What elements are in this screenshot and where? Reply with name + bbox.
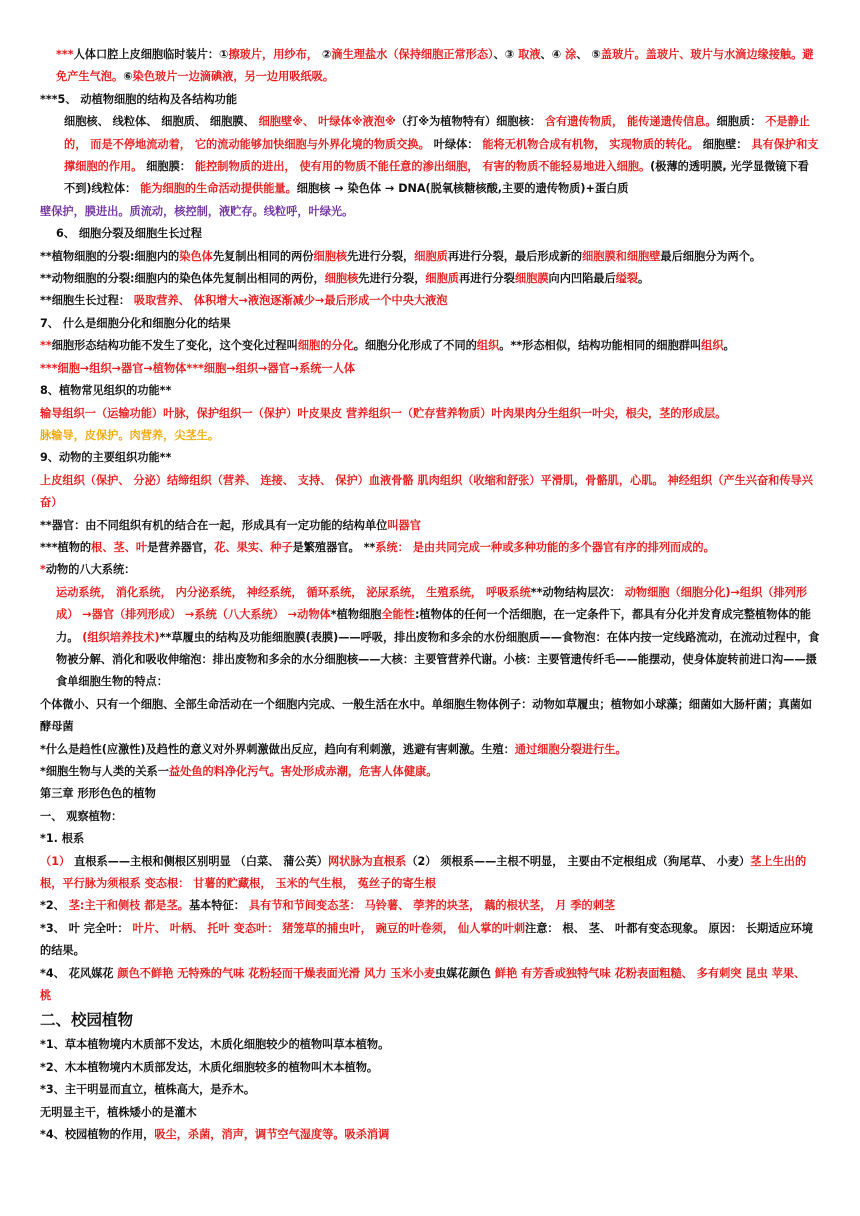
text-run: 细胞壁※、 叶绿体※液泡※ <box>258 115 396 129</box>
text-run: 叫器官 <box>387 518 421 532</box>
text-run: 细胞形态结构功能不发生了变化，这个变化过程叫 <box>51 339 298 353</box>
text-run: 脉输导，皮保护。肉营养，尖茎生。 <box>40 428 220 442</box>
text-run: 再进行分裂 <box>458 272 515 286</box>
text-run: 9、动物的主要组织功能** <box>40 451 172 465</box>
paragraph <box>40 828 820 850</box>
text-run: 涂 <box>565 48 577 61</box>
text-run: (组织培养技术) <box>82 630 160 644</box>
paragraph <box>40 470 820 515</box>
text-run: 茎上生出的根，平行脉为须根系 变态根： 甘薯的贮藏根， 玉米的气生根， 菟丝子的寄生根 <box>40 854 807 891</box>
paragraph <box>40 895 820 917</box>
text-run: 具有节和节间变态茎： 马铃薯、 荸荠的块茎， 藕的根状茎， 月 季的刺茎 <box>248 899 616 913</box>
text-run: 能控制物质的进出， 使有用的物质不能任意的渗出细胞， 有害的物质不能轻易地进入细胞。 <box>194 160 651 174</box>
text-run: *3、 叶 完全叶： <box>40 921 133 935</box>
text-run: 细胞膜和细胞壁 <box>582 249 661 263</box>
text-run: 一、 观察植物： <box>40 809 123 823</box>
text-run: 吸尘，杀菌，消声，调节空气湿度等。吸杀消调 <box>154 1128 390 1142</box>
text-run: 滴生理盐水（保持细胞正常形态） <box>331 48 494 61</box>
text-run: 细胞膜 <box>514 272 549 286</box>
text-run: **动物细胞的分裂:细胞内的染色体先复制出相同的两份， <box>40 272 325 286</box>
text-run: 是营养器官， <box>147 540 215 554</box>
text-run: 6、 细胞分裂及细胞生长过程 <box>56 227 202 241</box>
paragraph <box>40 851 820 896</box>
paragraph <box>40 268 820 290</box>
text-run: 上皮组织（保护、 分泌）结缔组织（营养、 连接、 支持、 保护）血液骨骼 肌肉组织（收缩和舒张）平滑肌，骨骼肌，心肌。 神经组织（产生兴奋和传导兴奋） <box>40 473 813 510</box>
text-run: （打※为植物特有）细胞核： <box>395 115 545 129</box>
text-run: ***植物的 <box>40 540 92 554</box>
paragraph <box>40 761 820 783</box>
text-run: 动物的八大系统： <box>45 563 136 577</box>
text-run: 通过细胞分裂进行生。 <box>514 742 627 756</box>
text-run: 、 ⑤ <box>576 48 601 61</box>
text-run: *1. 根系 <box>40 832 85 846</box>
text-run: 含有遗传物质， 能传递遗传信息。 <box>544 115 717 129</box>
text-run: **动物结构层次： <box>530 585 625 599</box>
paragraph <box>40 739 820 761</box>
text-run: 根、茎、叶 <box>91 540 148 554</box>
text-run: 先进行分裂， <box>358 272 426 286</box>
paragraph <box>40 447 820 469</box>
text-run: 不是静止的， 而是不停地流动着， 它的流动能够加快细胞与外界化境的物质交换。 <box>64 115 810 151</box>
text-run: （1） <box>40 854 71 868</box>
section-heading <box>40 1008 820 1032</box>
text-run: 具有保护和支撑细胞的作用。 <box>64 137 819 174</box>
text-run: 、③ <box>493 48 519 61</box>
paragraph <box>40 537 820 559</box>
text-run: 直根系——主根和侧根区别明显 （白菜、 蒲公英） <box>70 854 328 868</box>
text-run: ***5、 动植物细胞的结构及各结构功能 <box>40 92 238 106</box>
text-run: 益处鱼的料净化污气。害处形成赤潮，危害人体健康。 <box>168 765 438 778</box>
paragraph <box>40 290 820 312</box>
text-run: 茎:主干和侧枝 都是茎。 <box>68 899 189 913</box>
text-run: 组织 <box>476 339 500 353</box>
text-run: *4、 花风媒花 <box>40 966 118 980</box>
paragraph <box>40 1102 820 1124</box>
text-run: 输导组织一（运输功能）叶脉，保护组织一（保护）叶皮果皮 营养组织一（贮存营养物质）叶肉果肉分生组织一叶尖，根尖，茎的形成层。 <box>40 406 727 420</box>
text-run: (极薄的透明膜, 光学显微镜下看不到)线粒体： <box>64 160 809 196</box>
text-run: 能为细胞的生命活动提供能量。 <box>140 182 297 196</box>
paragraph <box>40 694 820 739</box>
text-run: *细胞生物与人类的关系一 <box>40 765 169 778</box>
text-run: 吸取营养、 体积增大→液泡逐渐减少→最后形成一个中央大液泡 <box>133 294 448 308</box>
text-run: 壁保护，膜进出。质流动，核控制，液贮存。线粒呼，叶绿光。 <box>40 204 354 218</box>
paragraph <box>40 403 820 425</box>
text-run: *2、木本植物境内木质部发达，木质化细胞较多的植物叫木本植物。 <box>40 1060 379 1074</box>
paragraph <box>40 111 820 201</box>
text-run: 。 <box>723 339 735 353</box>
paragraph <box>40 358 820 380</box>
text-run: 染色玻片一边滴碘液，另一边用吸纸吸。 <box>132 70 335 84</box>
text-run: 8、植物常见组织的功能** <box>40 384 172 398</box>
text-run: **草履虫的结构及功能细胞膜(表膜)——呼吸，排出废物和多余的水份细胞质——食物泡：在体内按一定线路流动，在流动过程中，食物被分解、消化和吸收伸缩泡：排出废物和多余的水分细胞核——大核：主要管营养代谢。小核：主要管遗传纤毛——能摆动，使身体旋转前进口沟——摄食单细胞生物的特点： <box>56 630 820 689</box>
text-run: 细胞质 <box>414 249 448 263</box>
text-run: 网状脉为直根系 <box>327 854 407 868</box>
text-run: *植物细胞 <box>330 608 382 622</box>
paragraph <box>40 559 820 581</box>
text-run: 再进行分裂，最后形成新的 <box>447 249 583 263</box>
text-run: 取液 <box>518 48 541 61</box>
paragraph <box>40 313 820 335</box>
paragraph <box>40 223 820 245</box>
text-run: ** <box>40 339 52 353</box>
text-run: 人体口腔上皮细胞临时装片：① <box>73 48 229 61</box>
text-run: 先进行分裂， <box>347 249 415 263</box>
text-run: * <box>40 563 46 577</box>
text-run: 细胞膜： <box>142 160 195 174</box>
text-run: **植物细胞的分裂:细胞内的 <box>40 249 180 263</box>
text-run: ***细胞→组织→器官→植物体***细胞→组织→器官→系统一人体 <box>40 361 356 375</box>
paragraph <box>40 201 820 223</box>
text-run: （2） 须根系——主根不明显， 主要由不定根组成（狗尾草、 小麦） <box>406 854 751 868</box>
text-run: 二、校园植物 <box>40 1011 134 1030</box>
text-run: ⑥ <box>123 70 133 84</box>
text-run: 细胞核 → 染色体 → DNA(脱氧核糖核酸,主要的遗传物质)+蛋白质 <box>296 182 629 196</box>
paragraph <box>40 425 820 447</box>
text-run: :植物体的任何一个活细胞，在一定条件下，都具有分化并发育成完整植物体的能力。 <box>56 608 811 644</box>
text-run: 系统： 是由共同完成一种或多种功能的多个器官有序的排列而成的。 <box>375 540 715 554</box>
text-run: 擦玻片，用纱布， <box>228 48 318 61</box>
paragraph <box>40 246 820 268</box>
text-run: ② <box>318 48 332 61</box>
paragraph <box>40 783 820 805</box>
text-run: *** <box>56 48 74 61</box>
text-run: 细胞质 <box>425 272 459 286</box>
paragraph <box>40 963 820 1008</box>
paragraph <box>40 1124 820 1146</box>
text-run: *1、草本植物境内木质部不发达，木质化细胞较少的植物叫草本植物。 <box>40 1038 390 1052</box>
text-run: *3、主干明显而直立，植株高大，是乔木。 <box>40 1083 256 1097</box>
text-run: 全能性 <box>381 608 415 622</box>
text-run: 运动系统， 消化系统， 内分泌系统， 神经系统， 循环系统， 泌尿系统， 生殖系统， 呼吸系统 <box>56 585 531 599</box>
text-run: 能将无机物合成有机物， 实现物质的转化。 <box>482 137 699 151</box>
text-run: 细胞的分化 <box>297 339 354 353</box>
text-run: 、④ <box>540 48 566 61</box>
text-run: 基本特征： <box>188 899 249 913</box>
text-run: 无明显主干，植株矮小的是灌木 <box>40 1105 197 1119</box>
text-run: 细胞质： <box>716 115 766 129</box>
text-run: 7、 什么是细胞分化和细胞分化的结果 <box>40 316 231 330</box>
text-run: **器官：由不同组织有机的结合在一起，形成具有一定功能的结构单位 <box>40 518 388 532</box>
paragraph <box>40 380 820 402</box>
paragraph <box>40 515 820 537</box>
paragraph <box>40 806 820 828</box>
paragraph <box>40 1079 820 1101</box>
text-run: 第三章 形形色色的植物 <box>40 787 156 801</box>
paragraph <box>40 1057 820 1079</box>
text-run: **细胞生长过程： <box>40 294 134 308</box>
paragraph <box>40 582 820 694</box>
text-run: 叶片、 叶柄、 托叶 变态叶： 猪笼草的捕虫叶， 豌豆的叶卷须， 仙人掌的叶刺 <box>132 921 526 935</box>
paragraph <box>40 335 820 357</box>
text-run: 叶绿体： <box>429 137 483 151</box>
text-run: 。 <box>638 272 650 286</box>
paragraph <box>40 89 820 111</box>
text-run: 细胞核 <box>313 249 348 263</box>
text-run: *2、 <box>40 899 69 913</box>
text-run: 细胞核、 线粒体、 细胞质、 细胞膜、 <box>64 115 259 129</box>
text-run: 花、果实、种子 <box>214 540 293 554</box>
text-run: 颜色不鲜艳 无特殊的气味 花粉轻而干燥表面光滑 风力 玉米小麦 <box>117 966 436 980</box>
text-run: 。细胞分化形成了不同的 <box>353 339 477 353</box>
text-run: 缢裂 <box>615 272 639 286</box>
text-run: *4、校园植物的作用， <box>40 1128 155 1142</box>
paragraph <box>40 44 820 89</box>
text-run: 细胞壁： <box>698 137 752 151</box>
text-run: 组织 <box>701 339 724 353</box>
paragraph <box>40 1034 820 1056</box>
text-run: 。**形态相似，结构功能相同的细胞群叫 <box>499 339 702 353</box>
text-run: 动物细胞（细胞分化)→组织（排列形成） →器官（排列形成） →系统（八大系统） →动物体 <box>56 585 808 622</box>
text-run: 虫媒花颜色 <box>435 966 495 980</box>
text-run: 个体微小、只有一个细胞、全部生命活动在一个细胞内完成、一般生活在水中。单细胞生物体例子：动物如草履虫；植物如小球藻；细菌如大肠杆菌；真菌如酵母菌 <box>40 697 812 734</box>
text-run: 鲜艳 有芳香或独特气味 花粉表面粗糙、 多有刺突 昆虫 苹果、 桃 <box>40 966 806 1003</box>
text-run: 注意： 根、 茎、 叶都有变态现象。 原因： 长期适应环境的结果。 <box>40 921 813 958</box>
text-run: 细胞核 <box>324 272 359 286</box>
text-run: 染色体 <box>179 249 213 263</box>
paragraph <box>40 918 820 963</box>
text-run: 向内凹陷最后 <box>548 272 616 286</box>
text-run: *什么是趋性(应激性)及趋性的意义对外界刺激做出反应，趋向有利刺激，逃避有害刺激。生殖： <box>40 742 515 756</box>
text-run: 盖玻片。盖玻片、玻片与水滴边缘接触。避免产生气泡。 <box>56 48 814 84</box>
text-run: 是繁殖器官。 ** <box>292 540 376 554</box>
text-run: 最后细胞分为两个。 <box>660 249 762 263</box>
text-run: 先复制出相同的两份 <box>212 249 314 263</box>
